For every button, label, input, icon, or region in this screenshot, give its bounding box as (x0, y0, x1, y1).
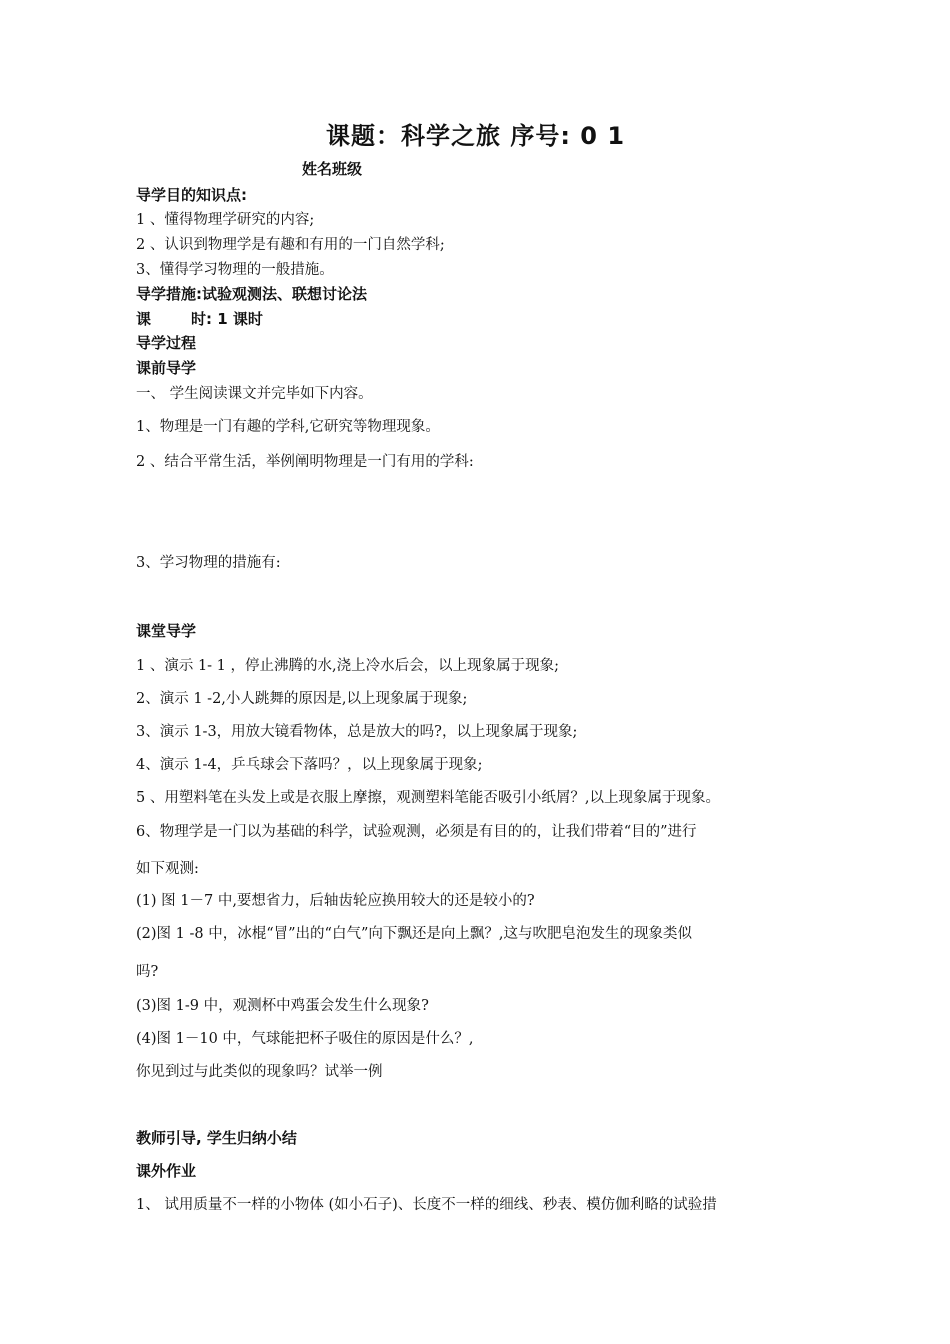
pre-class-item: 3、学习物理的措施有: (136, 555, 281, 571)
in-class-heading: 课堂导学 (136, 622, 197, 640)
in-class-item: 吗? (136, 964, 159, 980)
in-class-item: (1) 图 1－7 中,要想省力，后轴齿轮应换用较大的还是较小的? (136, 893, 535, 909)
homework-heading: 课外作业 (136, 1162, 197, 1180)
summary-heading: 教师引导, 学生归纳小结 (136, 1129, 297, 1147)
pre-class-item: 2 、结合平常生活，举例阐明物理是一门有用的学科: (136, 454, 474, 470)
process-heading: 导学过程 (136, 334, 197, 352)
in-class-item: (4)图 1－10 中，气球能把杯子吸住的原因是什么？, (136, 1031, 474, 1047)
in-class-item: 4、演示 1-4，乒乓球会下落吗？，以上现象属于现象; (136, 757, 483, 773)
in-class-item: 你见到过与此类似的现象吗？试举一例 (136, 1064, 383, 1080)
objectives-heading: 导学目的知识点: (136, 186, 247, 204)
in-class-item: (2)图 1 -8 中，冰棍“冒”出的“白气”向下飘还是向上飘？,这与吹肥皂泡发生的现象类似 (136, 926, 692, 942)
hours-value: 时: 1 课时 (191, 310, 263, 328)
homework-item: 1、 试用质量不一样的小物体 (如小石子)、长度不一样的细线、秒表、模仿伽利略的试验措 (136, 1197, 717, 1213)
name-class-label: 姓名班级 (302, 160, 363, 178)
objective-item: 1 、懂得物理学研究的内容; (136, 212, 315, 228)
hours-line (136, 308, 263, 329)
pre-class-item: 1、物理是一门有趣的学科,它研究等物理现象。 (136, 419, 440, 435)
pre-class-intro: 一、 学生阅读课文并完毕如下内容。 (136, 386, 373, 402)
objective-item: 3、懂得学习物理的一般措施。 (136, 262, 334, 278)
in-class-item: 3、演示 1-3，用放大镜看物体，总是放大的吗?，以上现象属于现象; (136, 724, 578, 740)
page-title: 课题：科学之旅 序号: 0 1 (326, 122, 626, 150)
in-class-item: 1 、演示 1- 1 ，停止沸腾的水,浇上冷水后会，以上现象属于现象; (136, 658, 560, 674)
pre-class-heading: 课前导学 (136, 359, 197, 377)
in-class-item: 6、物理学是一门以为基础的科学，试验观测，必须是有目的的，让我们带着“目的”进行 (136, 824, 697, 840)
hours-label: 课 (136, 310, 152, 328)
in-class-item: (3)图 1-9 中，观测杯中鸡蛋会发生什么现象? (136, 998, 429, 1014)
methods-line: 导学措施:试验观测法、联想讨论法 (136, 285, 368, 303)
in-class-item: 5 、用塑料笔在头发上或是衣服上摩擦，观测塑料笔能否吸引小纸屑？,以上现象属于现象。 (136, 790, 720, 806)
objective-item: 2 、认识到物理学是有趣和有用的一门自然学科; (136, 237, 445, 253)
in-class-item: 如下观测: (136, 861, 199, 877)
in-class-item: 2、演示 1 -2,小人跳舞的原因是,以上现象属于现象; (136, 691, 468, 707)
